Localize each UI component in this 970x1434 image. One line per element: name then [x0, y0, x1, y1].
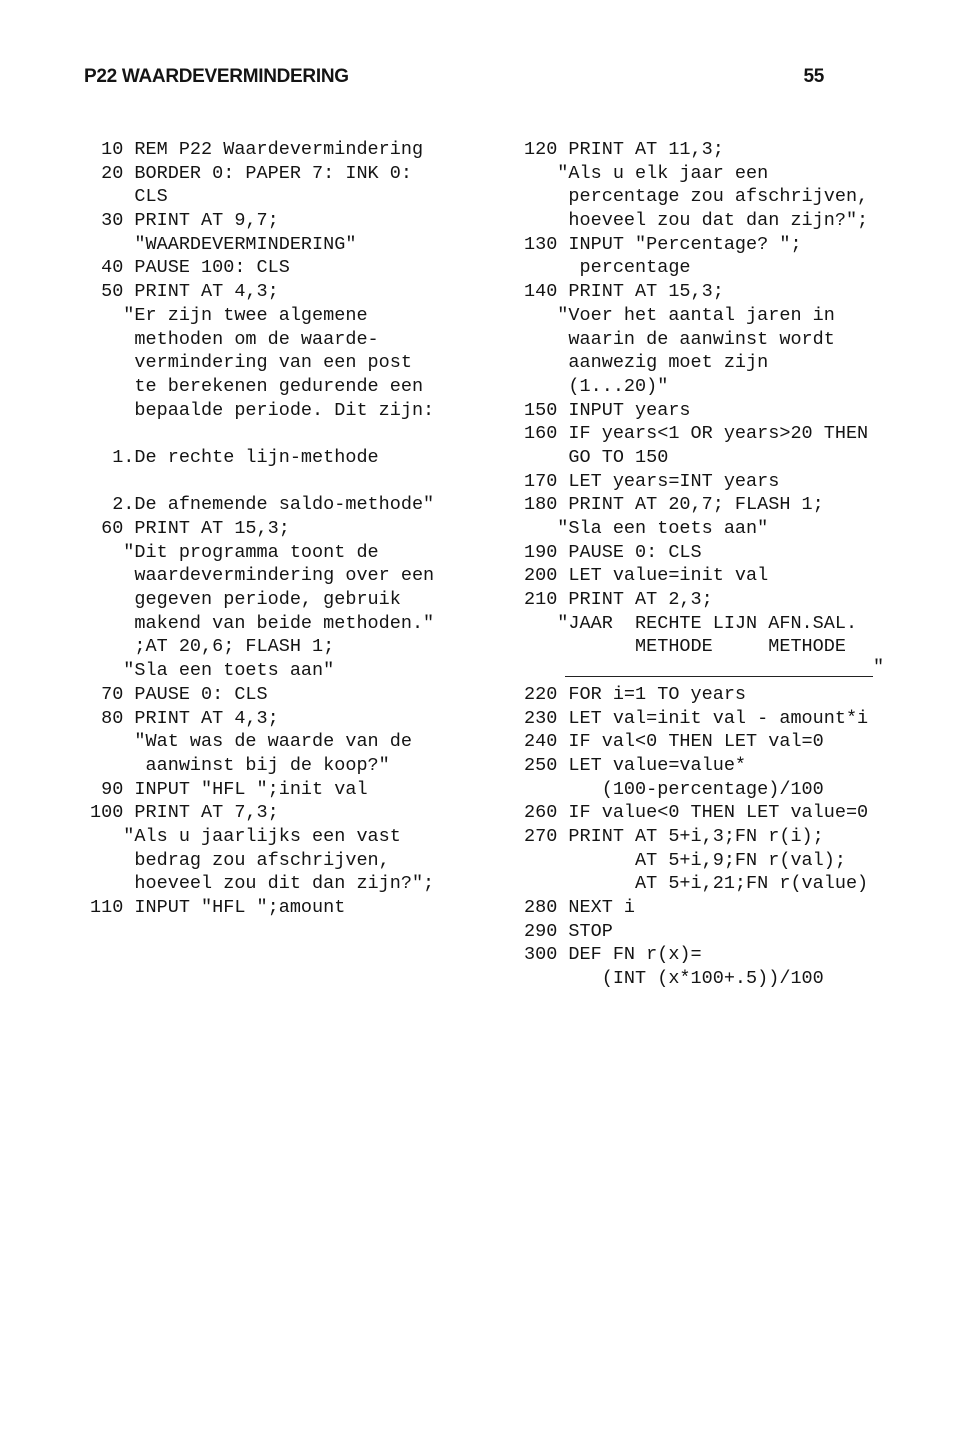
code-line: "JAAR RECHTE LIJN AFN.SAL.	[524, 612, 858, 634]
code-line: (1...20)"	[524, 375, 669, 397]
code-line: 150 INPUT years	[524, 399, 691, 421]
code-line: waardevermindering over een	[90, 565, 435, 587]
code-line: 110 INPUT "HFL ";amount	[90, 897, 346, 918]
code-line: aanwinst bij de koop?"	[90, 754, 390, 776]
code-line: GO TO 150	[524, 446, 669, 468]
code-line: vermindering van een post	[90, 352, 412, 374]
code-line: percentage zou afschrijven,	[524, 186, 869, 208]
code-line: 280 NEXT i	[524, 897, 636, 918]
underline-rule	[565, 676, 873, 677]
code-line: 140 PRINT AT 15,3;	[524, 281, 724, 303]
code-line: CLS	[90, 186, 168, 208]
code-line: methoden om de waarde-	[90, 328, 379, 350]
code-line: te berekenen gedurende een	[90, 375, 424, 397]
code-line: "Wat was de waarde van de	[90, 731, 412, 753]
code-line: 220 FOR i=1 TO years	[524, 683, 747, 705]
code-line: 90 INPUT "HFL ";init val	[90, 778, 368, 800]
code-line: 100 PRINT AT 7,3;	[90, 802, 279, 824]
code-line: waarin de aanwinst wordt	[524, 328, 835, 350]
page-number: 55	[803, 66, 824, 87]
code-line: AT 5+i,9;FN r(val);	[524, 849, 846, 871]
code-column-left	[90, 138, 434, 920]
code-line: 10 REM P22 Waardevermindering	[90, 139, 424, 160]
code-line: 290 STOP	[524, 920, 613, 942]
code-line	[90, 470, 434, 494]
code-line: 1.De rechte lijn-methode	[90, 446, 379, 468]
code-line: "Er zijn twee algemene	[90, 304, 368, 326]
code-line: percentage	[524, 257, 691, 279]
code-line: "Dit programma toont de	[90, 541, 379, 563]
code-line: makend van beide methoden."	[90, 612, 435, 634]
code-line	[524, 659, 868, 683]
underline-closing-quote: "	[873, 657, 885, 678]
code-line: "Als u jaarlijks een vast	[90, 825, 401, 847]
code-line: 250 LET value=value*	[524, 754, 747, 776]
code-line: "WAARDEVERMINDERING"	[90, 233, 357, 255]
code-line: hoeveel zou dat dan zijn?";	[524, 210, 869, 232]
code-line: 120 PRINT AT 11,3;	[524, 139, 724, 160]
code-line: aanwezig moet zijn	[524, 352, 769, 374]
page-header	[84, 64, 824, 96]
code-line: 260 IF value<0 THEN LET value=0	[524, 802, 869, 824]
code-line: 30 PRINT AT 9,7;	[90, 210, 279, 232]
code-line: (INT (x*100+.5))/100	[524, 968, 824, 990]
code-line: 240 IF val<0 THEN LET val=0	[524, 731, 824, 753]
code-line: 40 PAUSE 100: CLS	[90, 257, 290, 279]
code-line: 20 BORDER 0: PAPER 7: INK 0:	[90, 162, 412, 184]
code-line: 190 PAUSE 0: CLS	[524, 541, 702, 563]
code-line	[90, 422, 434, 446]
code-line: 130 INPUT "Percentage? ";	[524, 233, 802, 255]
code-line: 200 LET value=init val	[524, 565, 769, 587]
code-column-right	[524, 138, 868, 991]
code-line: 70 PAUSE 0: CLS	[90, 683, 268, 705]
code-line: 230 LET val=init val - amount*i	[524, 707, 869, 729]
code-line: 170 LET years=INT years	[524, 470, 780, 492]
code-line: 60 PRINT AT 15,3;	[90, 518, 290, 539]
code-line: "Sla een toets aan"	[90, 660, 335, 682]
code-line: 300 DEF FN r(x)=	[524, 944, 702, 966]
code-line: bedrag zou afschrijven,	[90, 849, 390, 871]
code-line: 210 PRINT AT 2,3;	[524, 589, 713, 611]
code-line: gegeven periode, gebruik	[90, 589, 401, 611]
code-line: "Sla een toets aan"	[524, 518, 769, 539]
code-line: METHODE METHODE	[524, 636, 846, 658]
chapter-title: P22 WAARDEVERMINDERING	[84, 66, 349, 87]
code-line: 270 PRINT AT 5+i,3;FN r(i);	[524, 825, 824, 847]
code-line: AT 5+i,21;FN r(value)	[524, 873, 869, 895]
code-line: 50 PRINT AT 4,3;	[90, 281, 279, 303]
code-line: "Als u elk jaar een	[524, 162, 769, 184]
code-line: (100-percentage)/100	[524, 778, 824, 800]
code-line: ;AT 20,6; FLASH 1;	[90, 636, 335, 658]
code-line: 180 PRINT AT 20,7; FLASH 1;	[524, 494, 824, 516]
code-line: 80 PRINT AT 4,3;	[90, 707, 279, 729]
code-line: hoeveel zou dit dan zijn?";	[90, 873, 435, 895]
code-line: bepaalde periode. Dit zijn:	[90, 399, 435, 421]
code-line: 2.De afnemende saldo-methode"	[90, 494, 435, 516]
code-line: "Voer het aantal jaren in	[524, 304, 835, 326]
code-line: 160 IF years<1 OR years>20 THEN	[524, 423, 869, 445]
